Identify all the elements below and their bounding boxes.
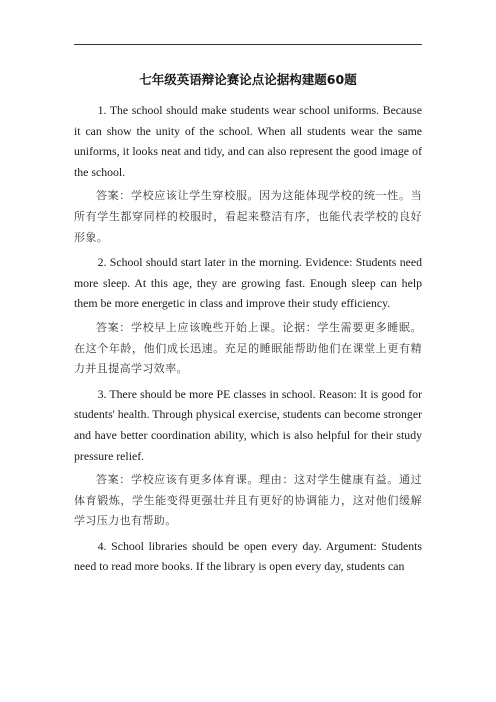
paragraph-3-answer: 答案：学校应该有更多体育课。理由：这对学生健康有益。通过体育锻炼，学生能变得更强壮并且有更好的协调能力，这对他们缓解学习压力也有帮助。 bbox=[74, 473, 422, 528]
paragraph-4-english: 4. School libraries should be open every day. Argument: Students need to read more books. If the library is open every day, students can bbox=[74, 538, 422, 574]
paragraph-2-english: 2. School should start later in the morning. Evidence: Students need more sleep. At this age, they are growing fast. Enough sleep can help them be more energetic in class and improve their study efficiency. bbox=[74, 255, 422, 311]
paragraph-1-english: 1. The school should make students wear school uniforms. Because it can show the unity of the school. When all students wear the same uniforms, it looks neat and tidy, and can also represent the good image of the school. bbox=[74, 103, 422, 179]
paragraph-3-english: 3. There should be more PE classes in school. Reason: It is good for students' health. Through physical exercise, students can become stronger and have better coordination ability, which is also helpful for their study pressure relief. bbox=[74, 386, 422, 463]
paragraph-2-answer: 答案：学校早上应该晚些开始上课。论据：学生需要更多睡眠。在这个年龄，他们成长迅速。充足的睡眠能帮助他们在课堂上更有精力并且提高学习效率。 bbox=[74, 320, 422, 376]
document-title: 七年级英语辩论赛论点论据构建题60题 bbox=[139, 72, 357, 87]
header-rule bbox=[74, 44, 422, 45]
paragraph-1-answer: 答案：学校应该让学生穿校服。因为这能体现学校的统一性。当所有学生都穿同样的校服时，看起来整洁有序，也能代表学校的良好形象。 bbox=[74, 189, 422, 244]
document-body bbox=[74, 100, 422, 581]
